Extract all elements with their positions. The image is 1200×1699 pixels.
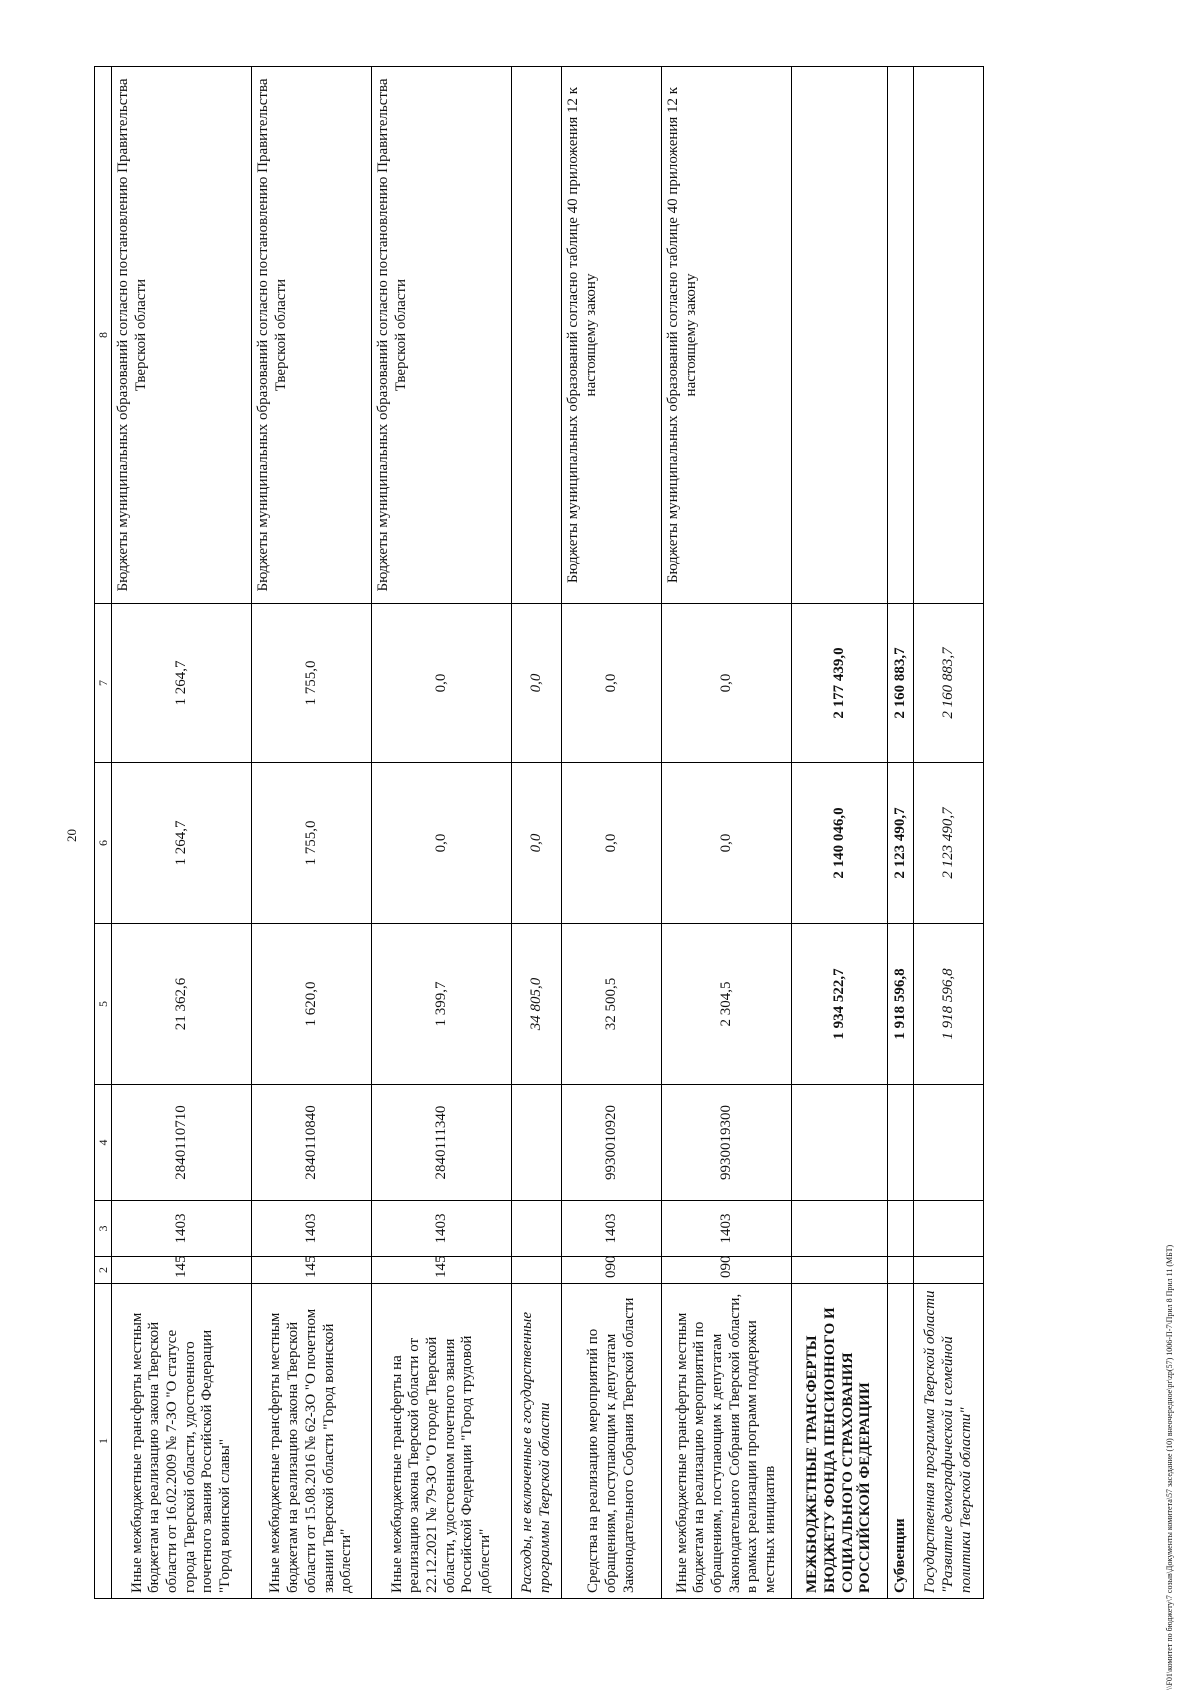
table-row xyxy=(512,67,562,1599)
target-code xyxy=(512,1085,562,1201)
target-code: 2840110840 xyxy=(252,1085,372,1201)
col-1-header: 1 xyxy=(95,1284,112,1599)
row-name: Иные межбюджетные трансферты местным бюджетам на реализацию мероприятий по обращениям, поступающим к депутатам Законодательного Собрания Тверской области, в рамках реализации программ поддержки местных инициатив xyxy=(662,1284,792,1599)
admin-code xyxy=(888,1257,914,1284)
table-row xyxy=(914,67,984,1599)
amount-year-3: 2 177 439,0 xyxy=(792,604,888,763)
admin-code xyxy=(512,1257,562,1284)
amount-year-2: 0,0 xyxy=(662,763,792,924)
amount-year-3: 0,0 xyxy=(562,604,662,763)
section-code: 1403 xyxy=(562,1201,662,1257)
footer-file-path: \\F01\комитет по бюджету\7 созыв\Документы комитета\57 заседание (10) внеочередное\pr\zp(57) 1006-П-7\Прил 8 Прил 11 (МБТ) xyxy=(1165,1244,1174,1690)
recipient: Бюджеты муниципальных образований согласно таблице 40 приложения 12 к настоящему закону xyxy=(662,67,792,604)
table-row xyxy=(252,67,372,1599)
row-name: Иные межбюджетные трансферты на реализацию закона Тверской области от 22.12.2021 № 79-ЗО "О городе Тверской области, удостоенном почетного звания Российской Федерации "Город трудовой доблести" xyxy=(372,1284,512,1599)
col-8-header: 8 xyxy=(95,67,112,604)
amount-year-3: 0,0 xyxy=(372,604,512,763)
table-row xyxy=(372,67,512,1599)
recipient: Бюджеты муниципальных образований согласно постановлению Правительства Тверской области xyxy=(372,67,512,604)
amount-year-1: 32 500,5 xyxy=(562,924,662,1085)
amount-year-2: 2 123 490,7 xyxy=(888,763,914,924)
page-number: 20 xyxy=(64,829,79,842)
amount-year-3: 2 160 883,7 xyxy=(914,604,984,763)
col-5-header: 5 xyxy=(95,924,112,1085)
amount-year-2: 0,0 xyxy=(512,763,562,924)
amount-year-2: 2 123 490,7 xyxy=(914,763,984,924)
column-number-row xyxy=(95,67,112,1599)
section-code: 1403 xyxy=(252,1201,372,1257)
admin-code xyxy=(792,1257,888,1284)
recipient: Бюджеты муниципальных образований согласно постановлению Правительства Тверской области xyxy=(112,67,252,604)
target-code xyxy=(914,1085,984,1201)
table-row xyxy=(662,67,792,1599)
section-code xyxy=(792,1201,888,1257)
section-code xyxy=(914,1201,984,1257)
amount-year-2: 1 264,7 xyxy=(112,763,252,924)
row-name: МЕЖБЮДЖЕТНЫЕ ТРАНСФЕРТЫ БЮДЖЕТУ ФОНДА ПЕНСИОННОГО И СОЦИАЛЬНОГО СТРАХОВАНИЯ РОССИЙСКОЙ ФЕДЕРАЦИИ xyxy=(792,1284,888,1599)
recipient: Бюджеты муниципальных образований согласно постановлению Правительства Тверской области xyxy=(252,67,372,604)
amount-year-3: 1 264,7 xyxy=(112,604,252,763)
section-code: 1403 xyxy=(372,1201,512,1257)
amount-year-2: 1 755,0 xyxy=(252,763,372,924)
table-row xyxy=(112,67,252,1599)
target-code xyxy=(792,1085,888,1201)
table-row xyxy=(792,67,888,1599)
amount-year-1: 1 399,7 xyxy=(372,924,512,1085)
admin-code: 145 xyxy=(372,1257,512,1284)
section-code xyxy=(888,1201,914,1257)
col-6-header: 6 xyxy=(95,763,112,924)
target-code: 2840111340 xyxy=(372,1085,512,1201)
admin-code: 090 xyxy=(662,1257,792,1284)
target-code: 2840110710 xyxy=(112,1085,252,1201)
row-name: Субвенции xyxy=(888,1284,914,1599)
amount-year-1: 1 620,0 xyxy=(252,924,372,1085)
row-name: Иные межбюджетные трансферты местным бюджетам на реализацию закона Тверской области от 16.02.2009 № 7-ЗО "О статусе города Тверской области, удостоенного почетного звания Российской Федерации "Город воинской славы" xyxy=(112,1284,252,1599)
amount-year-1: 2 304,5 xyxy=(662,924,792,1085)
row-name: Государственная программа Тверской области "Развитие демографической и семейной политики Тверской области" xyxy=(914,1284,984,1599)
section-code: 1403 xyxy=(662,1201,792,1257)
admin-code: 145 xyxy=(252,1257,372,1284)
amount-year-1: 1 918 596,8 xyxy=(914,924,984,1085)
amount-year-2: 0,0 xyxy=(372,763,512,924)
row-name: Расходы, не включенные в государственные программы Тверской области xyxy=(512,1284,562,1599)
transfers-table-rotated xyxy=(94,67,1014,1599)
amount-year-2: 0,0 xyxy=(562,763,662,924)
admin-code: 145 xyxy=(112,1257,252,1284)
section-code: 1403 xyxy=(112,1201,252,1257)
target-code: 9930019300 xyxy=(662,1085,792,1201)
row-name: Средства на реализацию мероприятий по обращениям, поступающим к депутатам Законодательного Собрания Тверской области xyxy=(562,1284,662,1599)
amount-year-3: 0,0 xyxy=(512,604,562,763)
row-name: Иные межбюджетные трансферты местным бюджетам на реализацию закона Тверской области от 15.08.2016 № 62-ЗО "О почетном звании Тверской области "Город воинской доблести" xyxy=(252,1284,372,1599)
recipient xyxy=(888,67,914,604)
admin-code: 090 xyxy=(562,1257,662,1284)
table-row xyxy=(562,67,662,1599)
amount-year-3: 2 160 883,7 xyxy=(888,604,914,763)
amount-year-3: 1 755,0 xyxy=(252,604,372,763)
col-3-header: 3 xyxy=(95,1201,112,1257)
amount-year-3: 0,0 xyxy=(662,604,792,763)
col-4-header: 4 xyxy=(95,1085,112,1201)
recipient xyxy=(512,67,562,604)
col-7-header: 7 xyxy=(95,604,112,763)
target-code: 9930010920 xyxy=(562,1085,662,1201)
table-row xyxy=(888,67,914,1599)
col-2-header: 2 xyxy=(95,1257,112,1284)
amount-year-1: 1 918 596,8 xyxy=(888,924,914,1085)
recipient: Бюджеты муниципальных образований согласно таблице 40 приложения 12 к настоящему закону xyxy=(562,67,662,604)
amount-year-1: 21 362,6 xyxy=(112,924,252,1085)
recipient xyxy=(914,67,984,604)
amount-year-2: 2 140 046,0 xyxy=(792,763,888,924)
transfers-table xyxy=(94,66,984,1599)
target-code xyxy=(888,1085,914,1201)
recipient xyxy=(792,67,888,604)
admin-code xyxy=(914,1257,984,1284)
amount-year-1: 1 934 522,7 xyxy=(792,924,888,1085)
section-code xyxy=(512,1201,562,1257)
amount-year-1: 34 805,0 xyxy=(512,924,562,1085)
